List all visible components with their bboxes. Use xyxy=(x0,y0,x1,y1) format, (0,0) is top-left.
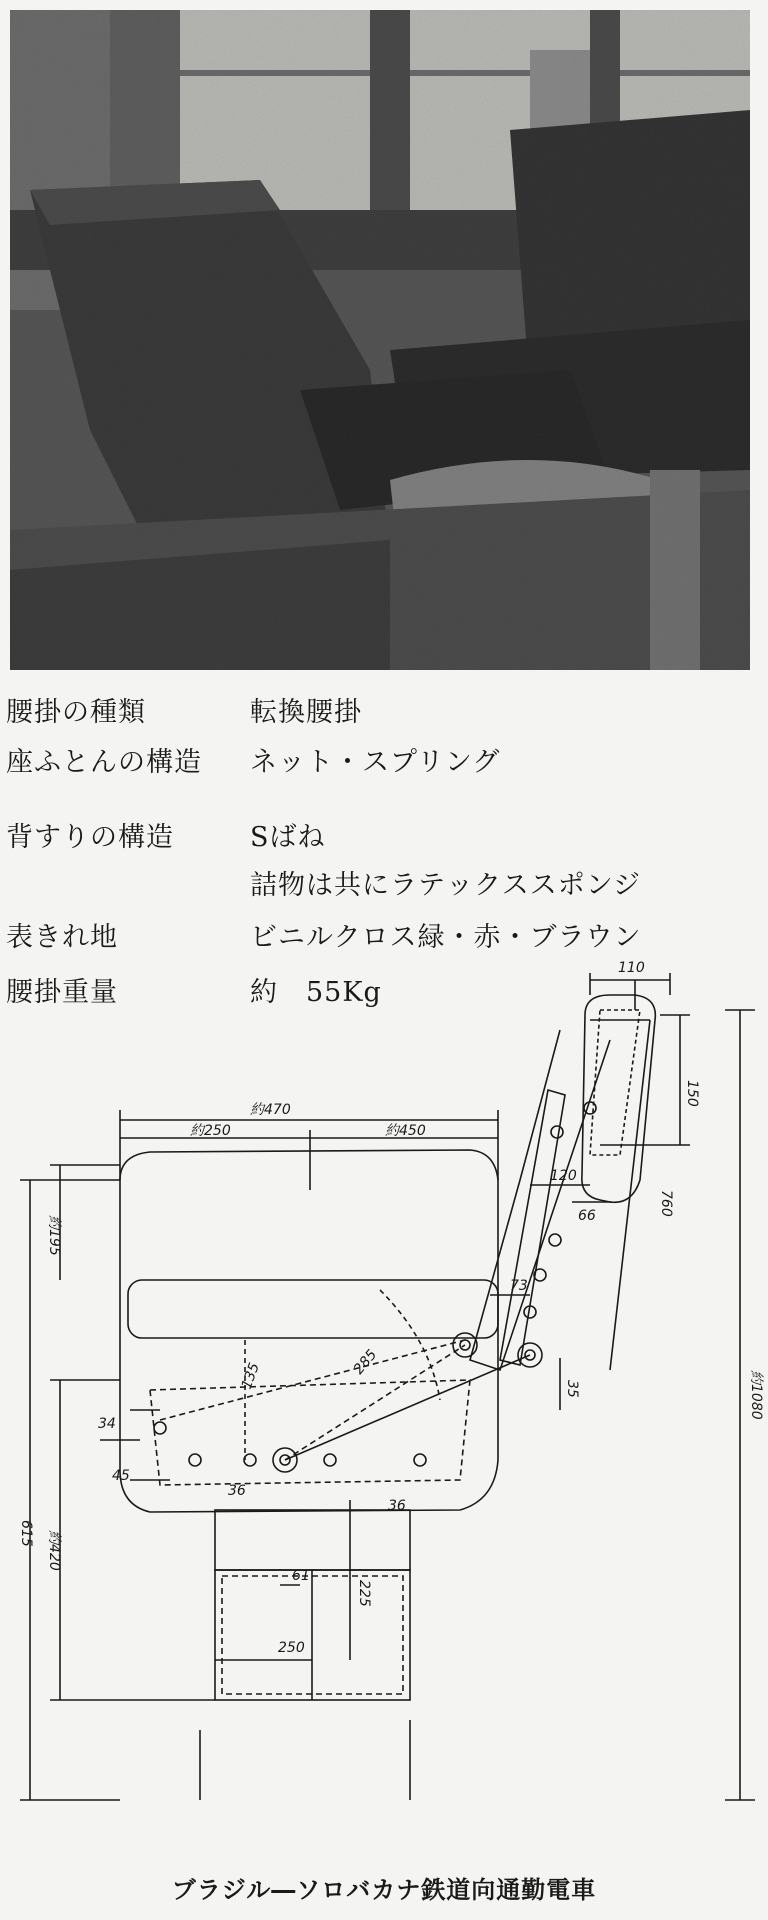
dim-420: 約420 xyxy=(46,1530,62,1571)
spec-row-seat-type xyxy=(0,690,768,730)
seat-photo-image xyxy=(10,10,750,670)
dim-450: 約450 xyxy=(385,1123,426,1139)
spec-value: Sばね xyxy=(250,822,326,853)
dim-250-bottom: 250 xyxy=(278,1640,305,1656)
spec-value: ネット・スプリング xyxy=(250,747,501,778)
dim-35: 35 xyxy=(564,1380,580,1398)
dim-110: 110 xyxy=(618,960,645,976)
spec-label: 背すりの構造 xyxy=(6,822,174,853)
spec-label: 座ふとんの構造 xyxy=(6,747,202,778)
dim-36-right: 36 xyxy=(388,1498,406,1514)
spec-value: ビニルクロス緑・赤・ブラウン xyxy=(250,922,642,953)
figure-caption: ブラジル―ソロバカナ鉄道向通勤電車 xyxy=(171,1876,597,1904)
spec-value: 約 55Kg xyxy=(250,977,382,1008)
dim-45: 45 xyxy=(112,1468,130,1484)
dim-285: 285 xyxy=(350,1346,381,1378)
dim-61: 61 xyxy=(292,1568,310,1584)
dim-1080: 約1080 xyxy=(748,1370,764,1420)
spec-label: 腰掛重量 xyxy=(6,977,118,1008)
dim-195: 約195 xyxy=(46,1215,62,1256)
seat-technical-drawing xyxy=(0,940,768,1860)
spec-row-backrest xyxy=(0,815,768,901)
spec-label: 腰掛の種類 xyxy=(6,697,146,728)
dim-150: 150 xyxy=(684,1080,700,1107)
spec-value-note: 詰物は共にラテックススポンジ xyxy=(250,870,642,901)
dim-120: 120 xyxy=(550,1168,577,1184)
drawing-svg xyxy=(0,940,768,1860)
dim-615: 615 xyxy=(18,1520,34,1547)
spec-row-cushion xyxy=(0,740,768,780)
spec-value: 転換腰掛 xyxy=(250,697,362,728)
dim-34: 34 xyxy=(98,1416,116,1432)
spec-label: 表きれ地 xyxy=(6,922,118,953)
dim-36-left: 36 xyxy=(228,1483,246,1499)
dim-760: 760 xyxy=(658,1190,674,1217)
dim-250-top: 約250 xyxy=(190,1123,231,1139)
dim-135: 135 xyxy=(238,1360,263,1392)
dim-73: 73 xyxy=(510,1278,528,1294)
dim-66: 66 xyxy=(578,1208,596,1224)
seat-photo xyxy=(10,10,750,670)
dim-470: 約470 xyxy=(250,1102,291,1118)
dim-225: 225 xyxy=(356,1580,372,1607)
